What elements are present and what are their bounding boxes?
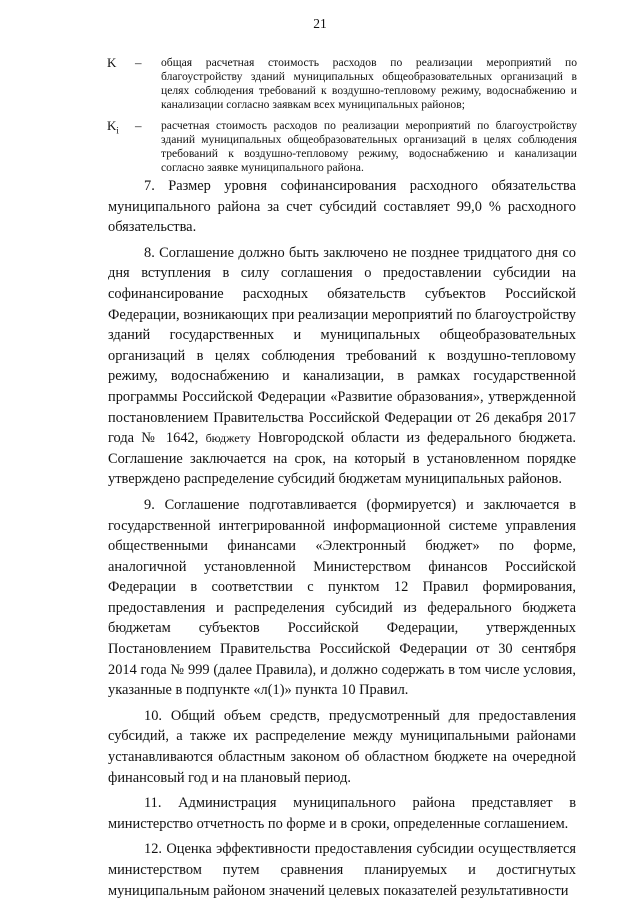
- paragraph-10: 10. Общий объем средств, предусмотренный для предоставления субсидий, а также их распределение между муниципальными районами устанавливаются областным законом об областном бюджете на очередной финансовый год и на плановый период.: [108, 707, 576, 786]
- definition-k: [107, 56, 577, 112]
- definition-ki: [107, 119, 577, 175]
- definition-subscript: i: [116, 125, 119, 136]
- definition-symbol: $K_i$: [107, 118, 119, 136]
- paragraph-7: 7. Размер уровня софинансирования расходного обязательства муниципального района за счет субсидий составляет 99,0 % расходного обязательства.: [108, 178, 576, 236]
- paragraph-12: 12. Оценка эффективности предоставления субсидии осуществляется министерством путем сравнения планируемых и достигнутых муниципальным районом значений целевых показателей результативности: [108, 841, 576, 899]
- definition-text: общая расчетная стоимость расходов по реализации мероприятий по благоустройству зданий муниципальных общеобразовательных организаций в целях соблюдения требований к воздушно-тепловому режиму, водоснабжению и канализации согласно заявкам всех муниципальных районов;: [161, 56, 577, 111]
- definition-text: расчетная стоимость расходов по реализации мероприятий по благоустройству зданий муниципальных общеобразовательных организаций в целях соблюдения требований к воздушно-тепловому режиму, водоснабжению и канализации согласно заявке муниципального района.: [161, 119, 577, 174]
- paragraph-9: 9. Соглашение подготавливается (формируется) и заключается в государственной интегрированной информационной системе управления общественными финансами «Электронный бюджет» по форме, аналогичной установленной Министерством финансов Российской Федерации в соответствии с пунктом 12 Правил формирования, предоставления и распределения субсидий из федерального бюджета бюджетам субъектов Российской Федерации, утвержденных Постановлением Правительства Российской Федерации от 30 сентября 2014 года № 999 (далее Правила), и должно содержать в том числе условия, указанные в подпункте «л(1)» пункта 10 Правил.: [108, 496, 576, 699]
- paragraph-11: 11. Администрация муниципального района представляет в министерство отчетность по форме и в сроки, определенные соглашением.: [108, 795, 576, 832]
- paragraph-8: 8. Соглашение должно быть заключено не позднее тридцатого дня со дня вступления в силу соглашения о предоставлении субсидии на софинансирование расходных обязательств субъектов Российской Федерации, возникающих при реализации мероприятий по благоустройству зданий государственных и муниципальных общеобразовательных организаций в целях соблюдения требований к воздушно-тепловому режиму, водоснабжению и канализации, в рамках государственной программы Российской Федерации «Развитие образования», утвержденной постановлением Правительства Российской Федерации от 26 декабря 2017 года № 1642, бюджету Новгородской области из федерального бюджета. Соглашение заключается на срок, на который в установленном порядке утверждено распределение субсидий бюджетам муниципальных районов.: [108, 244, 577, 488]
- document-body: [108, 176, 576, 906]
- definition-symbol: K: [107, 55, 117, 70]
- definition-dash: –: [135, 118, 142, 133]
- page-number: 21: [313, 16, 327, 31]
- definition-dash: –: [135, 55, 142, 70]
- formula-definitions: [107, 56, 577, 182]
